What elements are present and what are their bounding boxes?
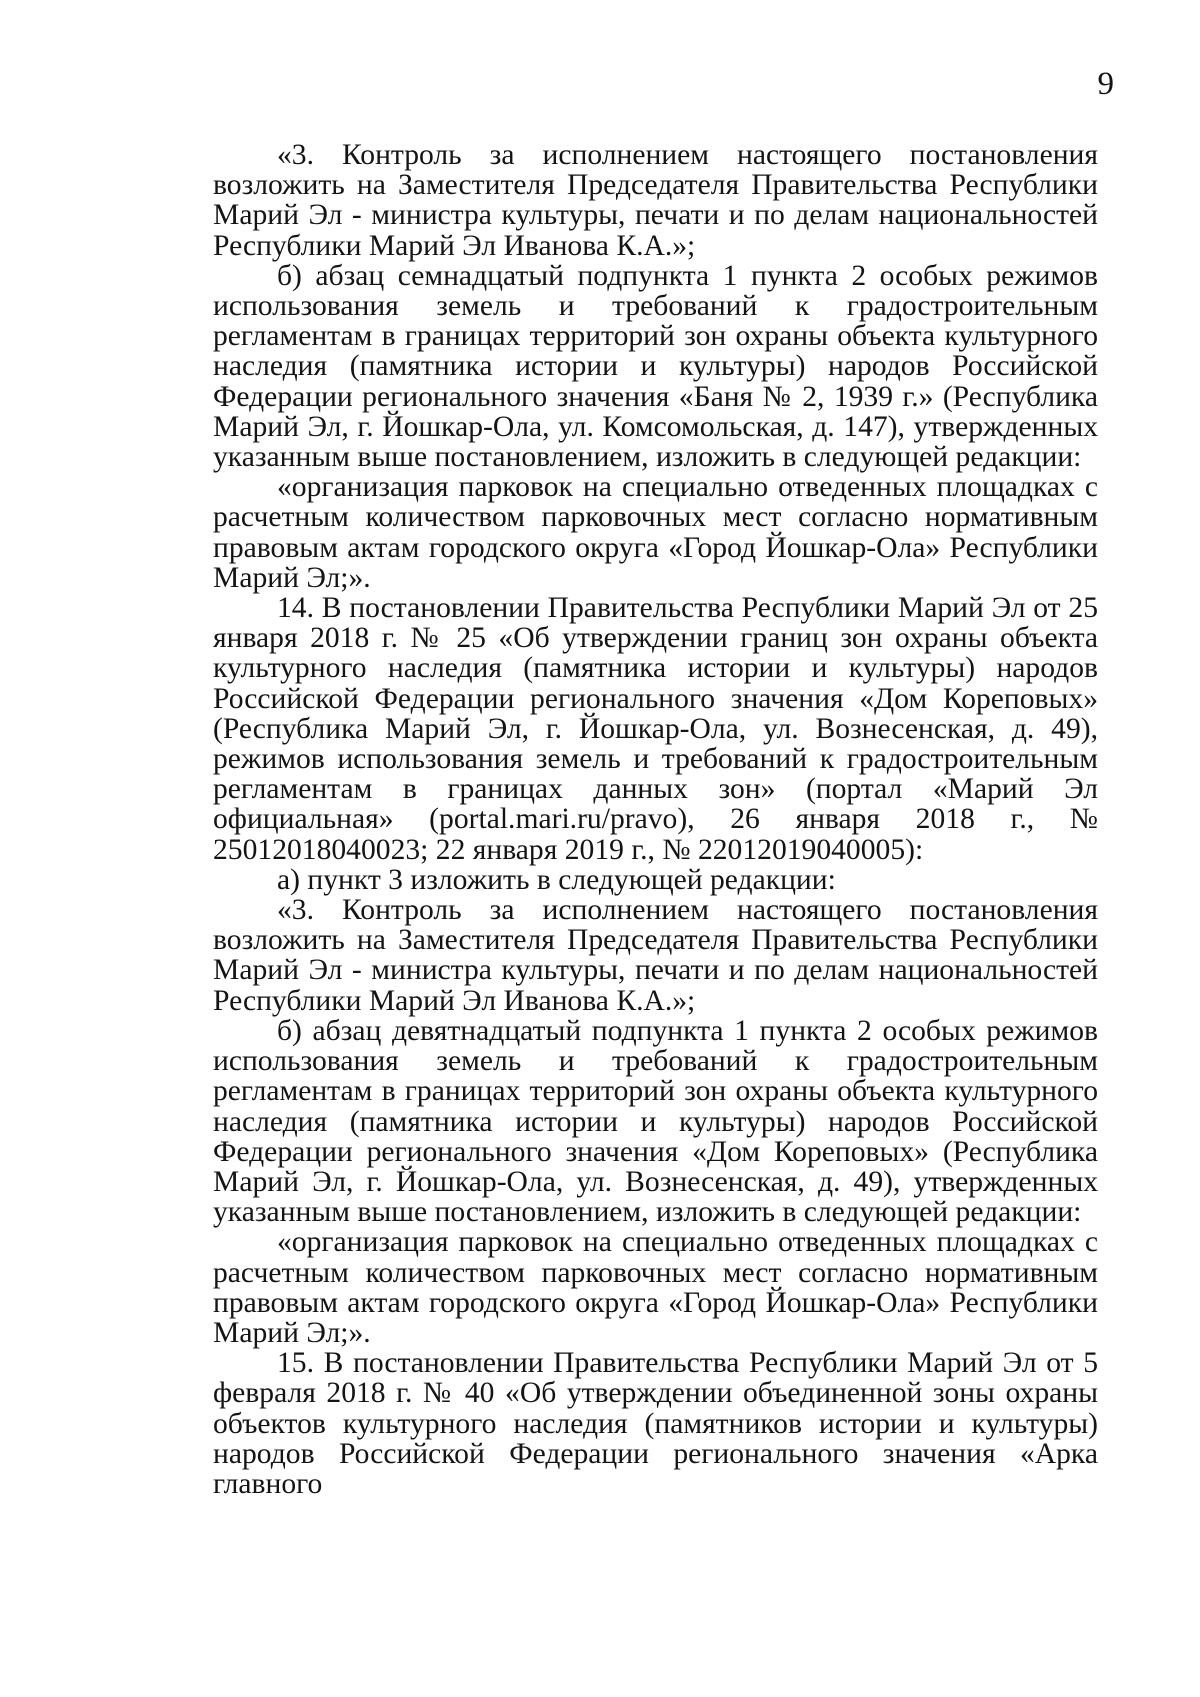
- paragraph-subparagraph-b-banya: б) абзац семнадцатый подпункта 1 пункта 2 особых режимов использования земель и требований к градостроительным регламентам в границах территорий зон охраны объекта культурного наследия (памятника истории и культуры) народов Российской Федерации регионального значения «Баня № 2, 1939 г.» (Республика Марий Эл, г. Йошкар-Ола, ул. Комсомольская, д. 147), утвержденных указанным выше постановлением, изложить в следующей редакции:: [213, 259, 1098, 474]
- paragraph-parking-quote: «организация парковок на специально отведенных площадках с расчетным количеством парковочных мест согласно нормативным правовым актам городского округа «Город Йошкар-Ола» Республики Марий Эл;».: [213, 471, 1098, 594]
- document-body: [213, 140, 1098, 1499]
- paragraph-item-15: 15. В постановлении Правительства Республики Марий Эл от 5 февраля 2018 г. № 40 «Об утверждении объединенной зоны охраны объектов культурного наследия (памятников истории и культуры) народов Российской Федерации регионального значения «Арка главного: [213, 1347, 1098, 1500]
- paragraph-subparagraph-a: а) пункт 3 изложить в следующей редакции:: [277, 863, 836, 896]
- paragraph-parking-quote-2: «организация парковок на специально отведенных площадках с расчетным количеством парковочных мест согласно нормативным правовым актам городского округа «Город Йошкар-Ола» Республики Марий Эл;».: [213, 1226, 1098, 1349]
- page-number: 9: [1097, 66, 1114, 102]
- paragraph-subparagraph-b-korepov: б) абзац девятнадцатый подпункта 1 пункта 2 особых режимов использования земель и требований к градостроительным регламентам в границах территорий зон охраны объекта культурного наследия (памятника истории и культуры) народов Российской Федерации регионального значения «Дом Кореповых» (Республика Марий Эл, г. Йошкар-Ола, ул. Вознесенская, д. 49), утвержденных указанным выше постановлением, изложить в следующей редакции:: [213, 1014, 1098, 1229]
- paragraph-item-3-control-quote: «3. Контроль за исполнением настоящего постановления возложить на Заместителя Председателя Правительства Республики Марий Эл - министра культуры, печати и по делам национальностей Республики Марий Эл Иванова К.А.»;: [213, 139, 1098, 262]
- paragraph-item-3-control-quote-2: «3. Контроль за исполнением настоящего постановления возложить на Заместителя Председателя Правительства Республики Марий Эл - министра культуры, печати и по делам национальностей Республики Марий Эл Иванова К.А.»;: [213, 894, 1098, 1017]
- paragraph-item-14: 14. В постановлении Правительства Республики Марий Эл от 25 января 2018 г. № 25 «Об утверждении границ зон охраны объекта культурного наследия (памятника истории и культуры) народов Российской Федерации регионального значения «Дом Кореповых» (Республика Марий Эл, г. Йошкар-Ола, ул. Вознесенская, д. 49), режимов использования земель и требований к градостроительным регламентам в границах данных зон» (портал «Марий Эл официальная» (portal.mari.ru/pravo), 26 января 2018 г., № 25012018040023; 22 января 2019 г., № 22012019040005):: [213, 592, 1098, 866]
